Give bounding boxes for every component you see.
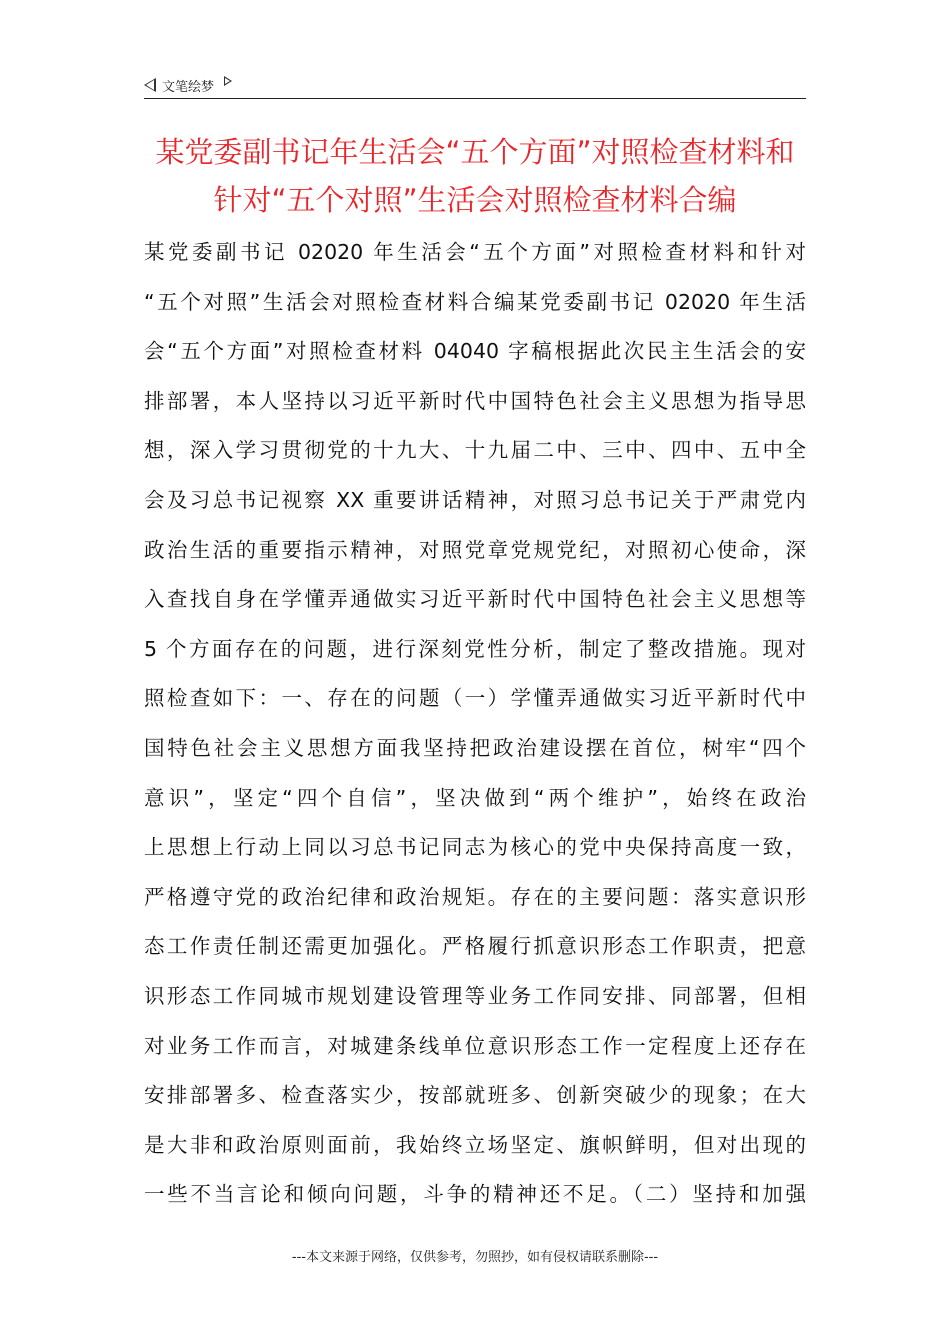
page-header [144, 72, 806, 98]
body-line: 排部署，本人坚持以习近平新时代中国特色社会主义思想为指导思 [144, 388, 806, 413]
body-line: 态工作责任制还需更加强化。严格履行抓意识形态工作职责，把意 [144, 934, 806, 959]
body-line: 会“五个方面”对照检查材料 04040 字稿根据此次民主生活会的安 [144, 339, 806, 364]
body-line: 入查找自身在学懂弄通做实习近平新时代中国特色社会主义思想等 [144, 587, 806, 612]
title-line-2: 针对“五个对照”生活会对照检查材料合编 [213, 183, 737, 217]
body-line: 意识”，坚定“四个自信”，坚决做到“两个维护”，始终在政治 [144, 785, 806, 810]
header-divider [144, 98, 806, 99]
body-line: 上思想上行动上同以习总书记同志为核心的党中央保持高度一致， [144, 835, 806, 860]
header-label: 文笔绘梦 [162, 79, 215, 95]
body-line: 5 个方面存在的问题，进行深刻党性分析，制定了整改措施。现对 [144, 636, 806, 661]
body-line: 想，深入学习贯彻党的十九大、十九届二中、三中、四中、五中全 [144, 438, 806, 463]
body-paragraph [144, 228, 806, 1220]
left-triangle-icon [144, 78, 156, 92]
body-line: 对业务工作而言，对城建条线单位意识形态工作一定程度上还存在 [144, 1033, 806, 1058]
body-line: 照检查如下：一、存在的问题（一）学懂弄通做实习近平新时代中 [144, 686, 806, 711]
body-line: 会及习总书记视察 XX 重要讲话精神，对照习总书记关于严肃党内 [144, 487, 806, 512]
right-triangle-icon [224, 76, 232, 86]
body-line: 是大非和政治原则面前，我始终立场坚定、旗帜鲜明，但对出现的 [144, 1132, 806, 1157]
title-line-1: 某党委副书记年生活会“五个方面”对照检查材料和 [155, 135, 795, 169]
body-line: 识形态工作同城市规划建设管理等业务工作同安排、同部署，但相 [144, 983, 806, 1008]
body-line: 严格遵守党的政治纪律和政治规矩。存在的主要问题：落实意识形 [144, 884, 806, 909]
body-line: 国特色社会主义思想方面我坚持把政治建设摆在首位，树牢“四个 [144, 735, 806, 760]
page-footer-disclaimer: ---本文来源于网络，仅供参考，勿照抄，如有侵权请联系删除--- [291, 1250, 659, 1265]
body-line: 一些不当言论和倾向问题，斗争的精神还不足。（二）坚持和加强 [144, 1182, 806, 1207]
body-line: 安排部署多、检查落实少，按部就班多、创新突破少的现象；在大 [144, 1083, 806, 1108]
body-line: 政治生活的重要指示精神，对照党章党规党纪，对照初心使命，深 [144, 537, 806, 562]
body-line: “五个对照”生活会对照检查材料合编某党委副书记 02020 年生活 [144, 289, 806, 314]
body-line: 某党委副书记 02020 年生活会“五个方面”对照检查材料和针对 [144, 240, 806, 264]
document-title [144, 128, 806, 224]
